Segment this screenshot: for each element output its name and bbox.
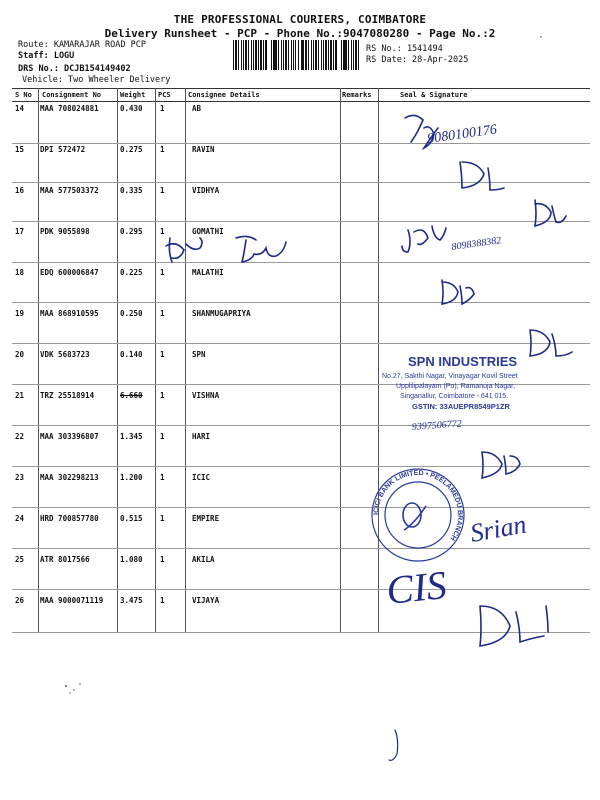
row-consignment: MAA 302298213 [40,473,99,482]
phone-row14: 9080100176 [426,122,498,147]
col-header-consignment: Consignment No [42,91,102,99]
row-weight: 1.080 [120,555,143,564]
col-header-pcs: PCS [158,91,171,99]
row-consignment: HRD 700857780 [40,514,99,523]
row-sno: 22 [15,432,25,441]
row-consignment: TRZ 25518914 [40,391,95,400]
row-pcs: 1 [160,391,165,400]
row-weight: 6.660 [120,391,143,400]
row-weight: 1.200 [120,473,143,482]
col-header-consignee: Consignee Details [188,91,260,99]
row-sno: 25 [15,555,25,564]
row-consignment: DPI 572472 [40,145,86,154]
row-weight: 3.475 [120,596,143,605]
row-pcs: 1 [160,145,165,154]
row-sno: 15 [15,145,25,154]
row-pcs: 1 [160,473,165,482]
spn-stamp [382,354,518,411]
signature-row26 [480,606,548,646]
phone-row17: 8098388382 [450,235,502,253]
row-sno: 20 [15,350,25,359]
row-pcs: 1 [160,596,165,605]
stray-mark [389,730,398,760]
row-sno: 26 [15,596,25,605]
col-header-weight: Weight [120,91,146,99]
row-pcs: 1 [160,227,165,236]
col-header-signature: Seal & Signature [400,91,468,99]
company-title: THE PROFESSIONAL COURIERS, COIMBATORE [173,13,427,26]
route-label: Route: KAMARAJAR ROAD PCP [18,40,146,50]
row-consignee: VIJAYA [192,596,220,605]
stamp-spn-gstin: GSTIN: 33AUEPR8549P1ZR [412,402,510,411]
row-sno: 24 [15,514,25,523]
row-consignee: ICIC [192,473,211,482]
row-weight: 0.275 [120,145,143,154]
row-weight: 0.430 [120,104,143,113]
row-pcs: 1 [160,432,165,441]
signature-row18 [442,280,474,304]
stamp-spn-name: SPN INDUSTRIES [408,354,518,369]
row-sno: 16 [15,186,25,195]
row-consignee: GOMATHI [192,227,224,236]
rs-number: RS No.: 1541494 [366,44,443,54]
icici-stamp [372,469,464,561]
stamp-spn-line3: Singanallur, Coimbatore - 641 015. [400,393,509,400]
row-weight: 0.335 [120,186,143,195]
row-consignment: MAA 708024881 [40,104,99,113]
row-consignment: MAA 577503372 [40,186,99,195]
row-consignee: VISHNA [192,391,220,400]
row-weight: 0.295 [120,227,143,236]
row-pcs: 1 [160,555,165,564]
stamp-spn-line2: Upplilipalayam (Po), Ramanuja Nagar, [396,383,516,390]
row-pcs: 1 [160,104,165,113]
vehicle-label: Vehicle: Two Wheeler Delivery [22,75,171,85]
row-weight: 0.515 [120,514,143,523]
row-weight: 1.345 [120,432,143,441]
rs-date: RS Date: 28-Apr-2025 [366,55,469,65]
row-weight: 0.140 [120,350,143,359]
row-consignment: MAA 868910595 [40,309,99,318]
row-consignee: SHANMUGAPRIYA [192,309,251,318]
staff-label: Staff: LOGU [18,51,75,61]
row-consignee: EMPIRE [192,514,220,523]
row-consignee: VIDHYA [192,186,220,195]
sign-row25: CIS [384,561,449,613]
row-sno: 23 [15,473,25,482]
row-consignment: PDK 9055898 [40,227,90,236]
row-consignment: VDK 5683723 [40,350,90,359]
row-sno: 19 [15,309,25,318]
row-pcs: 1 [160,268,165,277]
row-sno: 17 [15,227,25,236]
row-consignment: EDQ 600006847 [40,268,99,277]
col-header-sno: S No [15,91,32,99]
row-sno: 21 [15,391,25,400]
row-pcs: 1 [160,514,165,523]
stamp-icici-text: ICICI BANK LIMITED • PEELAMEDU BRANCH [372,469,464,542]
signature-row17-left [166,236,286,262]
drs-number: DRS No.: DCJB154149402 [18,64,131,74]
row-pcs: 1 [160,350,165,359]
stamp-spn-line1: No.27, Sakthi Nagar, Vinayagar Kovil Street [382,373,518,380]
row-consignee: SPN [192,350,206,359]
signature-row23 [482,452,520,478]
row-pcs: 1 [160,186,165,195]
runsheet-subtitle: Delivery Runsheet - PCP - Phone No.:9047080280 - Page No.:2 [104,27,496,40]
sign-row24: Srian [468,509,529,548]
row-consignee: RAVIN [192,145,215,154]
row-consignee: MALATHI [192,268,224,277]
row-weight: 0.225 [120,268,143,277]
row-consignment: MAA 9000071119 [40,596,104,605]
phone-row20: 9397506772 [411,418,463,433]
row-consignee: HARI [192,432,211,441]
row-consignee: AKILA [192,555,215,564]
row-pcs: 1 [160,309,165,318]
row-weight: 0.250 [120,309,143,318]
signature-row15 [460,162,504,190]
row-consignment: MAA 303396807 [40,432,99,441]
signature-row20 [530,330,572,356]
row-sno: 18 [15,268,25,277]
col-header-remarks: Remarks [342,91,372,99]
row-consignee: AB [192,104,202,113]
row-consignment: ATR 8017566 [40,555,90,564]
row-sno: 14 [15,104,25,113]
